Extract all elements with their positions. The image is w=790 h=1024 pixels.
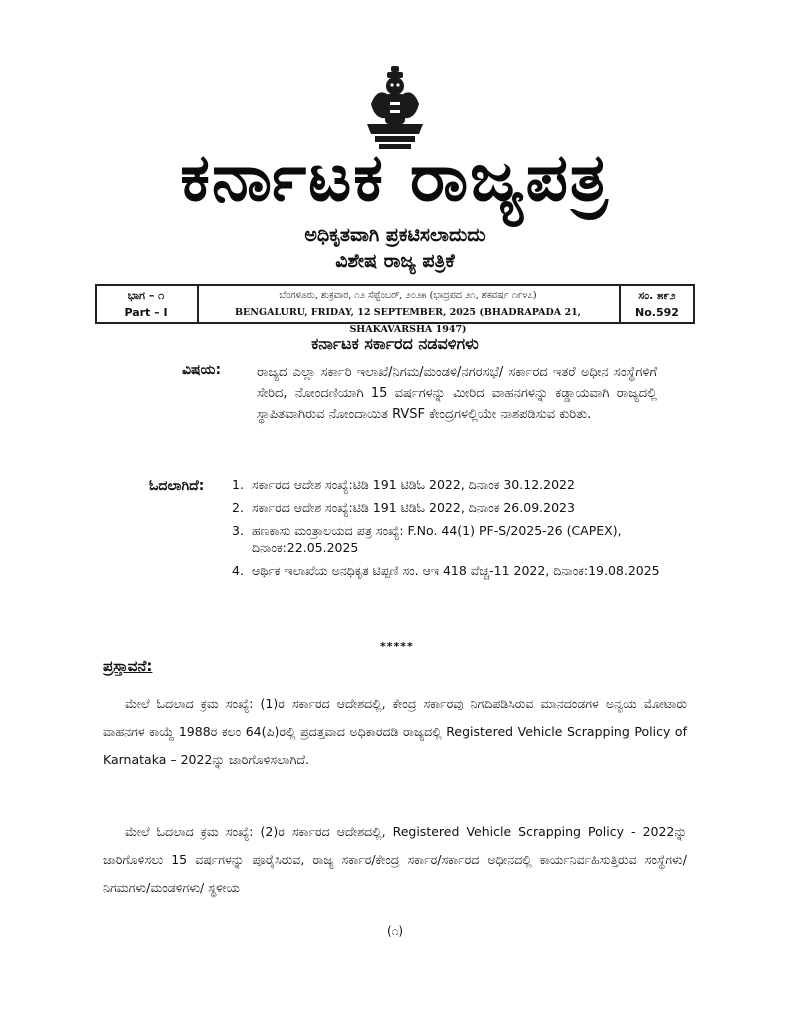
reference-text: ಸರ್ಕಾರದ ಆದೇಶ ಸಂಖ್ಯೆ:ಟಿಡಿ 191 ಟಿಡಿಓ 2022, ದಿನಾಂಕ 26.09.2023 [252,500,575,515]
subject-text: ರಾಜ್ಯದ ಎಲ್ಲಾ ಸರ್ಕಾರಿ ಇಲಾಖೆ/ನಿಗಮ/ಮಂಡಳಿ/ನಗರಸಭೆ/ ಸರ್ಕಾರದ ಇತರೆ ಅಧೀನ ಸಂಸ್ಥೆಗಳಿಗೆ ಸೇರಿದ, ನೋಂದಣಿಯಾಗಿ 15 ವರ್ಷಗಳನ್ನು ಮೀರಿದ ವಾಹನಗಳನ್ನು ಕಡ್ಡಾಯವಾಗಿ ರಾಜ್ಯದಲ್ಲಿ ಸ್ಥಾಪಿತವಾಗಿರುವ ನೋಂದಾಯಿತ RVSF ಕೇಂದ್ರಗಳಲ್ಲಿಯೇ ನಾಶಪಡಿಸುವ ಕುರಿತು. [257,365,657,422]
preamble-paragraph-1: ಮೇಲೆ ಓದಲಾದ ಕ್ರಮ ಸಂಖ್ಯೆ: (1)ರ ಸರ್ಕಾರದ ಆದೇಶದಲ್ಲಿ, ಕೇಂದ್ರ ಸರ್ಕಾರವು ನಿಗದಿಪಡಿಸಿರುವ ಮಾನದಂಡಗಳ ಅನ್ವಯ ಮೋಟಾರು ವಾಹನಗಳ ಕಾಯ್ದೆ 1988ರ ಕಲಂ 64(ಪಿ)ರಲ್ಲಿ ಪ್ರದತ್ತವಾದ ಅಧಿಕಾರದಡಿ ರಾಜ್ಯದಲ್ಲಿ Registered Vehicle Scrapping Policy of Karnataka – 2022ನ್ನು ಜಾರಿಗೊಳಿಸಲಾಗಿದೆ. [103,696,687,767]
reference-number: 2. [232,500,244,515]
date-cell [199,287,617,338]
special-gazette-subtitle: ವಿಶೇಷ ರಾಜ್ಯ ಪತ್ರಿಕೆ [335,250,455,272]
info-bar-top-rule [95,284,695,286]
list-item [232,562,662,579]
date-kannada: ಬೆಂಗಳೂರು, ಶುಕ್ರವಾರ, ೧೨ ಸೆಪ್ಟೆಂಬರ್, ೨೦೨೫ (ಭಾದ್ರಪದ ೨೧, ಶಕವರ್ಷ ೧೯೪೭) [279,290,537,301]
list-item [232,522,662,556]
proceedings-heading: ಕರ್ನಾಟಕ ಸರ್ಕಾರದ ನಡವಳಿಗಳು [311,334,479,353]
list-item [232,476,662,493]
part-english: Part – I [124,306,168,319]
issue-number-english: No.592 [635,306,679,319]
preamble-title: ಪ್ರಸ್ತಾವನೆ: [103,657,153,675]
reference-number: 4. [232,563,244,578]
references-label: ಓದಲಾಗಿದೆ: [149,478,205,494]
date-english: BENGALURU, FRIDAY, 12 SEPTEMBER, 2025 (BHADRAPADA 21, SHAKAVARSHA 1947) [235,307,581,335]
references-list [232,476,662,585]
reference-number: 1. [232,477,244,492]
page-number: (೧) [386,924,404,938]
subject-label: ವಿಷಯ: [182,362,222,378]
list-item [232,499,662,516]
part-kannada: ಭಾಗ – ೧ [127,289,165,302]
reference-text: ಸರ್ಕಾರದ ಆದೇಶ ಸಂಖ್ಯೆ:ಟಿಡಿ 191 ಟಿಡಿಓ 2022, ದಿನಾಂಕ 30.12.2022 [252,477,575,492]
info-bar-divider [693,284,695,322]
reference-text: ಆರ್ಥಿಕ ಇಲಾಖೆಯ ಅನಧಿಕೃತ ಟಿಪ್ಪಣಿ ಸಂ. ಆಇ 418 ವೆಚ್ಚ-11 2022, ದಿನಾಂಕ:19.08.2025 [252,563,660,578]
reference-number: 3. [232,523,244,538]
issue-number-cell [621,287,693,321]
separator-stars: ***** [380,640,414,653]
issue-number-kannada: ಸಂ. ೫೯೨ [638,289,676,302]
reference-text: ಹಣಕಾಸು ಮಂತ್ರಾಲಯದ ಪತ್ರ ಸಂಖ್ಯೆ: F.No. 44(1) PF-S/2025-26 (CAPEX), ದಿನಾಂಕ:22.05.2025 [252,523,622,555]
part-cell [97,287,195,321]
preamble-paragraph-2: ಮೇಲೆ ಓದಲಾದ ಕ್ರಮ ಸಂಖ್ಯೆ: (2)ರ ಸರ್ಕಾರದ ಆದೇಶದಲ್ಲಿ, Registered Vehicle Scrapping Policy - 2022ನ್ನು ಜಾರಿಗೊಳಿಸಲು 15 ವರ್ಷಗಳನ್ನು ಪೂರೈಸಿರುವ, ರಾಜ್ಯ ಸರ್ಕಾರ/ಕೇಂದ್ರ ಸರ್ಕಾರ/ಸರ್ಕಾರದ ಅಧೀನದಲ್ಲಿ ಕಾರ್ಯನಿರ್ವಹಿಸುತ್ತಿರುವ ಸಂಸ್ಥೆಗಳು/ನಿಗಮಗಳು/ಮಂಡಳಿಗಳು/ ಸ್ಥಳೀಯ [103,824,687,895]
officially-published-subtitle: ಅಧಿಕೃತವಾಗಿ ಪ್ರಕಟಿಸಲಾದುದು [304,224,486,246]
gazette-masthead-title: ಕರ್ನಾಟಕ ರಾಜ್ಯಪತ್ರ [180,139,610,216]
